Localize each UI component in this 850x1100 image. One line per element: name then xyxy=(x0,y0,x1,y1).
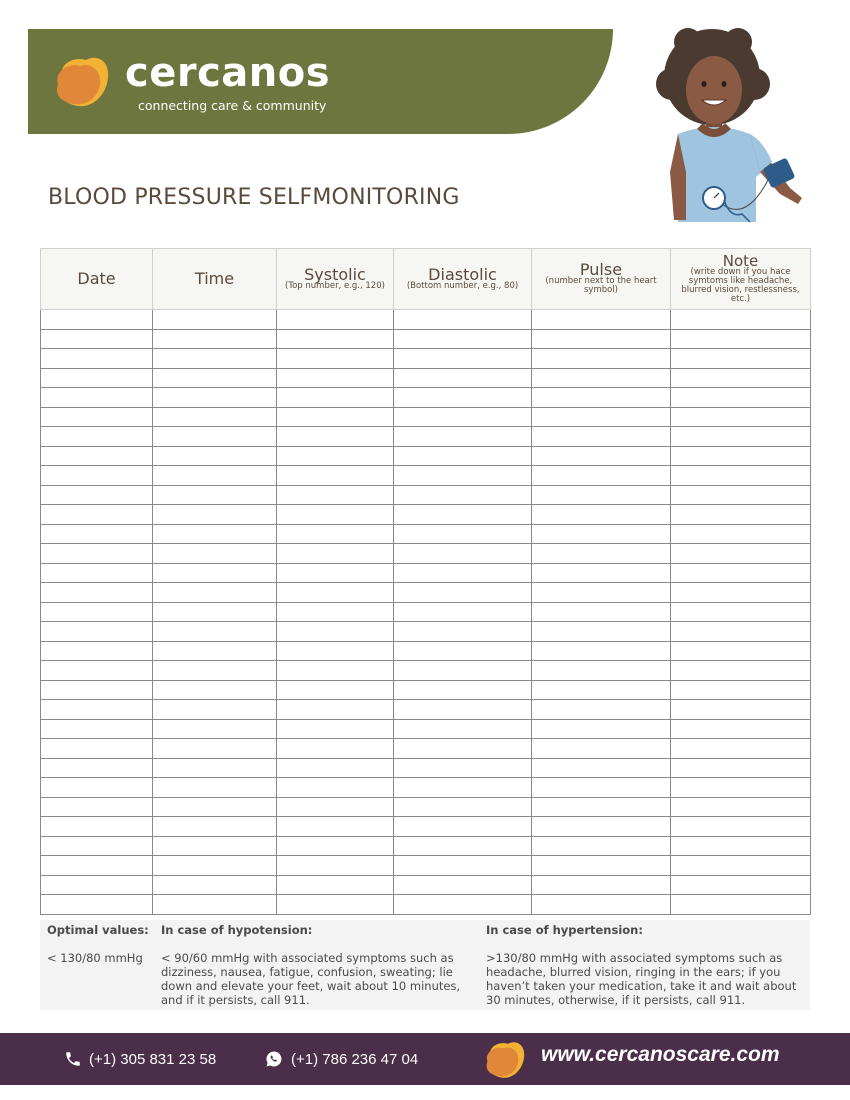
column-note: (Bottom number, e.g., 80) xyxy=(406,280,519,291)
table-cell[interactable] xyxy=(671,427,811,447)
table-cell[interactable] xyxy=(153,661,277,681)
brand-tagline: connecting care & community xyxy=(138,98,327,113)
table-cell[interactable] xyxy=(41,758,153,778)
table-cell[interactable] xyxy=(394,680,532,700)
table-cell[interactable] xyxy=(532,797,671,817)
table-cell[interactable] xyxy=(277,602,394,622)
table-cell[interactable] xyxy=(153,466,277,486)
column-header-systolic xyxy=(277,249,394,310)
table-cell[interactable] xyxy=(532,524,671,544)
blood-pressure-log-table xyxy=(40,248,811,915)
table-cell[interactable] xyxy=(41,895,153,915)
table-cell[interactable] xyxy=(41,505,153,525)
table-cell[interactable] xyxy=(671,895,811,915)
table-row xyxy=(41,680,811,700)
table-cell[interactable] xyxy=(153,563,277,583)
table-cell[interactable] xyxy=(671,368,811,388)
table-cell[interactable] xyxy=(532,875,671,895)
table-cell[interactable] xyxy=(671,680,811,700)
page-title: BLOOD PRESSURE SELFMONITORING xyxy=(48,185,460,210)
table-cell[interactable] xyxy=(394,719,532,739)
table-cell[interactable] xyxy=(153,700,277,720)
table-cell[interactable] xyxy=(394,875,532,895)
table-cell[interactable] xyxy=(394,524,532,544)
table-row xyxy=(41,739,811,759)
table-cell[interactable] xyxy=(394,446,532,466)
table-row xyxy=(41,446,811,466)
table-cell[interactable] xyxy=(153,836,277,856)
website-link[interactable]: www.cercanoscare.com xyxy=(541,1043,780,1066)
cercanos-logo-icon xyxy=(483,1039,527,1081)
table-cell[interactable] xyxy=(394,836,532,856)
table-row xyxy=(41,875,811,895)
table-cell[interactable] xyxy=(671,310,811,330)
table-cell[interactable] xyxy=(394,797,532,817)
woman-blood-pressure-illustration xyxy=(650,22,820,232)
table-cell[interactable] xyxy=(277,700,394,720)
table-cell[interactable] xyxy=(41,622,153,642)
table-cell[interactable] xyxy=(153,310,277,330)
table-cell[interactable] xyxy=(277,836,394,856)
table-cell[interactable] xyxy=(41,739,153,759)
table-row xyxy=(41,895,811,915)
table-cell[interactable] xyxy=(277,505,394,525)
table-cell[interactable] xyxy=(41,583,153,603)
table-cell[interactable] xyxy=(671,739,811,759)
table-cell[interactable] xyxy=(153,388,277,408)
table-cell[interactable] xyxy=(277,895,394,915)
column-note: (number next to the heart symbol) xyxy=(545,276,657,295)
brand-name: cercanos xyxy=(125,50,331,96)
table-row xyxy=(41,368,811,388)
table-cell[interactable] xyxy=(394,388,532,408)
table-cell[interactable] xyxy=(153,719,277,739)
table-cell[interactable] xyxy=(671,778,811,798)
table-cell[interactable] xyxy=(41,719,153,739)
table-cell[interactable] xyxy=(277,875,394,895)
table-cell[interactable] xyxy=(394,641,532,661)
table-cell[interactable] xyxy=(394,310,532,330)
table-cell[interactable] xyxy=(277,446,394,466)
footer-bar xyxy=(0,1033,850,1085)
table-cell[interactable] xyxy=(277,719,394,739)
table-cell[interactable] xyxy=(41,680,153,700)
table-cell[interactable] xyxy=(532,778,671,798)
reference-values-box xyxy=(40,920,810,1010)
table-cell[interactable] xyxy=(153,485,277,505)
table-cell[interactable] xyxy=(41,563,153,583)
column-note: (write down if you hace symtoms like headache, blurred vision, restlessness, etc.) xyxy=(681,267,800,304)
column-title: Date xyxy=(77,269,116,288)
table-cell[interactable] xyxy=(41,388,153,408)
table-cell[interactable] xyxy=(41,797,153,817)
table-cell[interactable] xyxy=(153,427,277,447)
table-cell[interactable] xyxy=(153,680,277,700)
table-row xyxy=(41,836,811,856)
table-cell[interactable] xyxy=(671,836,811,856)
table-cell[interactable] xyxy=(671,485,811,505)
table-cell[interactable] xyxy=(532,329,671,349)
table-cell[interactable] xyxy=(394,602,532,622)
phone-icon xyxy=(64,1050,82,1068)
table-cell[interactable] xyxy=(394,349,532,369)
table-cell[interactable] xyxy=(153,505,277,525)
table-cell[interactable] xyxy=(394,329,532,349)
table-cell[interactable] xyxy=(153,583,277,603)
table-cell[interactable] xyxy=(394,817,532,837)
table-cell[interactable] xyxy=(277,349,394,369)
column-header-time xyxy=(153,249,277,310)
table-cell[interactable] xyxy=(532,485,671,505)
table-cell[interactable] xyxy=(532,583,671,603)
table-cell[interactable] xyxy=(41,329,153,349)
table-cell[interactable] xyxy=(394,563,532,583)
optimal-values-text: < 130/80 mmHg xyxy=(47,951,143,965)
table-cell[interactable] xyxy=(41,349,153,369)
optimal-values-label: Optimal values: xyxy=(47,923,149,937)
table-cell[interactable] xyxy=(153,797,277,817)
table-row xyxy=(41,349,811,369)
table-cell[interactable] xyxy=(671,329,811,349)
table-cell[interactable] xyxy=(277,661,394,681)
table-cell[interactable] xyxy=(153,349,277,369)
table-cell[interactable] xyxy=(532,680,671,700)
table-cell[interactable] xyxy=(532,895,671,915)
table-cell[interactable] xyxy=(532,446,671,466)
table-cell[interactable] xyxy=(153,622,277,642)
phone-number[interactable]: (+1) 305 831 23 58 xyxy=(89,1051,217,1068)
table-cell[interactable] xyxy=(277,524,394,544)
table-cell[interactable] xyxy=(41,778,153,798)
table-cell[interactable] xyxy=(277,583,394,603)
column-header-pulse xyxy=(532,249,671,310)
table-cell[interactable] xyxy=(41,544,153,564)
table-cell[interactable] xyxy=(671,446,811,466)
table-cell[interactable] xyxy=(394,856,532,876)
hypertension-label: In case of hypertension: xyxy=(486,923,643,937)
table-cell[interactable] xyxy=(532,817,671,837)
table-cell[interactable] xyxy=(153,875,277,895)
table-cell[interactable] xyxy=(277,466,394,486)
table-cell[interactable] xyxy=(532,310,671,330)
table-cell[interactable] xyxy=(277,680,394,700)
table-cell[interactable] xyxy=(394,505,532,525)
table-row xyxy=(41,524,811,544)
table-cell[interactable] xyxy=(671,661,811,681)
table-cell[interactable] xyxy=(277,563,394,583)
table-cell[interactable] xyxy=(671,622,811,642)
table-cell[interactable] xyxy=(41,446,153,466)
table-cell[interactable] xyxy=(394,758,532,778)
table-cell[interactable] xyxy=(153,329,277,349)
table-cell[interactable] xyxy=(532,349,671,369)
table-cell[interactable] xyxy=(153,817,277,837)
table-cell[interactable] xyxy=(671,602,811,622)
table-cell[interactable] xyxy=(153,602,277,622)
table-cell[interactable] xyxy=(671,856,811,876)
table-cell[interactable] xyxy=(394,739,532,759)
table-cell[interactable] xyxy=(153,524,277,544)
table-cell[interactable] xyxy=(153,407,277,427)
table-row xyxy=(41,817,811,837)
table-cell[interactable] xyxy=(41,602,153,622)
table-cell[interactable] xyxy=(532,856,671,876)
table-row xyxy=(41,602,811,622)
table-cell[interactable] xyxy=(671,700,811,720)
hypotension-label: In case of hypotension: xyxy=(161,923,313,937)
table-cell[interactable] xyxy=(394,622,532,642)
column-header-note xyxy=(671,249,811,310)
table-cell[interactable] xyxy=(671,797,811,817)
table-cell[interactable] xyxy=(532,602,671,622)
table-cell[interactable] xyxy=(41,856,153,876)
table-cell[interactable] xyxy=(277,544,394,564)
table-row xyxy=(41,797,811,817)
table-cell[interactable] xyxy=(532,427,671,447)
table-row xyxy=(41,310,811,330)
table-cell[interactable] xyxy=(532,368,671,388)
table-cell[interactable] xyxy=(671,505,811,525)
table-cell[interactable] xyxy=(277,739,394,759)
table-cell[interactable] xyxy=(153,895,277,915)
table-cell[interactable] xyxy=(153,739,277,759)
table-cell[interactable] xyxy=(41,368,153,388)
table-cell[interactable] xyxy=(671,388,811,408)
table-cell[interactable] xyxy=(41,641,153,661)
table-cell[interactable] xyxy=(277,388,394,408)
table-cell[interactable] xyxy=(671,758,811,778)
table-cell[interactable] xyxy=(532,388,671,408)
table-cell[interactable] xyxy=(394,368,532,388)
table-cell[interactable] xyxy=(394,427,532,447)
table-cell[interactable] xyxy=(532,505,671,525)
table-cell[interactable] xyxy=(532,661,671,681)
table-cell[interactable] xyxy=(41,817,153,837)
table-cell[interactable] xyxy=(153,544,277,564)
table-row xyxy=(41,641,811,661)
table-cell[interactable] xyxy=(153,758,277,778)
table-cell[interactable] xyxy=(277,329,394,349)
table-row xyxy=(41,407,811,427)
table-row xyxy=(41,485,811,505)
table-cell[interactable] xyxy=(671,407,811,427)
column-title: Note xyxy=(722,252,759,270)
column-note: (Top number, e.g., 120) xyxy=(285,280,385,291)
whatsapp-number[interactable]: (+1) 786 236 47 04 xyxy=(291,1051,419,1068)
table-cell[interactable] xyxy=(671,544,811,564)
table-cell[interactable] xyxy=(41,485,153,505)
table-row xyxy=(41,661,811,681)
table-row xyxy=(41,427,811,447)
table-cell[interactable] xyxy=(671,563,811,583)
table-cell[interactable] xyxy=(671,817,811,837)
table-row xyxy=(41,622,811,642)
table-cell[interactable] xyxy=(277,641,394,661)
table-cell[interactable] xyxy=(671,875,811,895)
table-row xyxy=(41,856,811,876)
table-row xyxy=(41,505,811,525)
table-cell[interactable] xyxy=(671,524,811,544)
hypertension-text: >130/80 mmHg with associated symptoms such as headache, blurred vision, ringing in the ears; if you haven’t taken your medication, take it and wait about 30 minutes, otherwise, if it persists, call 911. xyxy=(486,951,797,1007)
table-cell[interactable] xyxy=(394,485,532,505)
table-cell[interactable] xyxy=(394,407,532,427)
table-cell[interactable] xyxy=(532,641,671,661)
table-cell[interactable] xyxy=(41,875,153,895)
table-cell[interactable] xyxy=(277,797,394,817)
table-cell[interactable] xyxy=(394,895,532,915)
table-row xyxy=(41,563,811,583)
table-row xyxy=(41,466,811,486)
table-row xyxy=(41,583,811,603)
table-cell[interactable] xyxy=(277,817,394,837)
whatsapp-icon xyxy=(265,1050,283,1068)
table-cell[interactable] xyxy=(671,641,811,661)
column-header-diastolic xyxy=(394,249,532,310)
table-cell[interactable] xyxy=(41,427,153,447)
table-cell[interactable] xyxy=(277,778,394,798)
column-header-date xyxy=(41,249,153,310)
table-cell[interactable] xyxy=(41,661,153,681)
table-cell[interactable] xyxy=(41,466,153,486)
table-cell[interactable] xyxy=(277,758,394,778)
table-row xyxy=(41,544,811,564)
table-row xyxy=(41,388,811,408)
table-cell[interactable] xyxy=(153,641,277,661)
table-cell[interactable] xyxy=(277,368,394,388)
table-cell[interactable] xyxy=(277,407,394,427)
table-row xyxy=(41,719,811,739)
table-cell[interactable] xyxy=(394,544,532,564)
table-row xyxy=(41,778,811,798)
table-cell[interactable] xyxy=(671,466,811,486)
table-row xyxy=(41,758,811,778)
table-cell[interactable] xyxy=(671,349,811,369)
table-cell[interactable] xyxy=(394,583,532,603)
hypotension-text: < 90/60 mmHg with associated symptoms such as dizziness, nausea, fatigue, confusion, sweating; lie down and elevate your feet, wait about 10 minutes, and if it persists, call 911. xyxy=(161,951,461,1007)
table-body xyxy=(41,310,811,915)
column-title: Systolic xyxy=(304,264,366,284)
table-cell[interactable] xyxy=(41,310,153,330)
table-cell[interactable] xyxy=(153,856,277,876)
table-cell[interactable] xyxy=(277,485,394,505)
table-cell[interactable] xyxy=(532,719,671,739)
column-title: Time xyxy=(194,269,235,288)
table-cell[interactable] xyxy=(671,583,811,603)
table-cell[interactable] xyxy=(532,407,671,427)
cercanos-logo-icon xyxy=(52,54,112,110)
table-cell[interactable] xyxy=(153,778,277,798)
table-cell[interactable] xyxy=(532,622,671,642)
table-cell[interactable] xyxy=(394,466,532,486)
table-cell[interactable] xyxy=(41,700,153,720)
table-cell[interactable] xyxy=(277,427,394,447)
table-cell[interactable] xyxy=(277,310,394,330)
table-cell[interactable] xyxy=(41,407,153,427)
column-title: Pulse xyxy=(579,260,623,279)
table-cell[interactable] xyxy=(394,661,532,681)
table-cell[interactable] xyxy=(671,719,811,739)
table-row xyxy=(41,329,811,349)
table-cell[interactable] xyxy=(153,368,277,388)
table-row xyxy=(41,700,811,720)
table-cell[interactable] xyxy=(394,700,532,720)
table-header-row xyxy=(41,249,811,310)
table-cell[interactable] xyxy=(277,856,394,876)
column-title: Diastolic xyxy=(428,264,497,284)
table-cell[interactable] xyxy=(532,563,671,583)
table-cell[interactable] xyxy=(532,739,671,759)
table-cell[interactable] xyxy=(532,544,671,564)
table-cell[interactable] xyxy=(153,446,277,466)
table-cell[interactable] xyxy=(532,700,671,720)
table-cell[interactable] xyxy=(277,622,394,642)
table-cell[interactable] xyxy=(394,778,532,798)
table-cell[interactable] xyxy=(532,758,671,778)
table-cell[interactable] xyxy=(532,466,671,486)
table-cell[interactable] xyxy=(532,836,671,856)
table-cell[interactable] xyxy=(41,836,153,856)
table-cell[interactable] xyxy=(41,524,153,544)
